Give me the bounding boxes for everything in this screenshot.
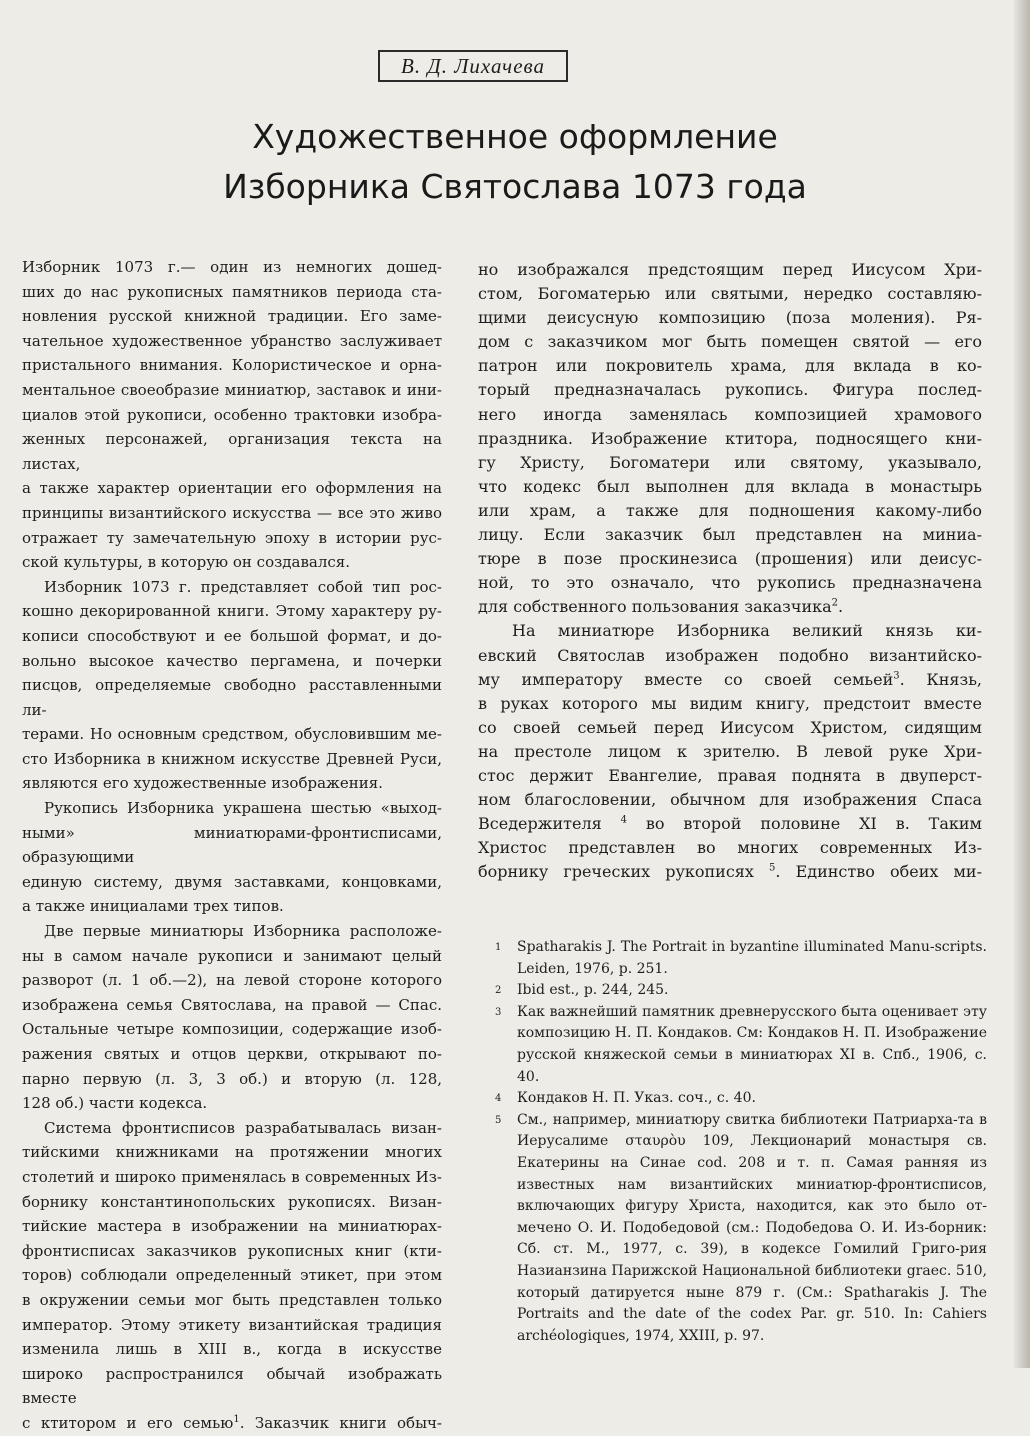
text-line: него иногда заменялась композицией храмового xyxy=(478,404,982,424)
text-line: изменила лишь в XIII в., когда в искусстве xyxy=(22,1340,442,1359)
footnote-text: Ibid est., p. 244, 245. xyxy=(517,982,669,999)
text-fragment: во второй половине XI в. Таким xyxy=(645,814,982,834)
text-fragment: му императору вместе со своей семьей xyxy=(478,669,894,689)
text-line xyxy=(478,668,982,692)
footnote-number: 3 xyxy=(495,1006,502,1018)
left-text-column xyxy=(22,255,442,1436)
footnote-text: Как важнейший памятник древнерусского быта оценивает эту композицию Н. П. Кондаков. См: Кондаков Н. П. Изображение русской княжеской семьи в миниатюрах XI в. Спб., 1906, с. 40. xyxy=(517,1003,987,1085)
text-line: ны в самом начале рукописи и занимают целый xyxy=(22,946,442,965)
text-line: фронтисписах заказчиков рукописных книг (кти- xyxy=(22,1241,442,1260)
text-line: ших до нас рукописных памятников периода ста- xyxy=(22,282,442,301)
text-line: отражает ту замечательную эпоху в истории рус- xyxy=(22,528,442,547)
text-line: праздника. Изображение ктитора, подносящего кни- xyxy=(478,428,982,448)
text-fragment: с ктитором и его семью xyxy=(22,1413,234,1432)
page-edge-shadow xyxy=(1014,0,1030,1368)
footnote-number: 1 xyxy=(495,942,502,953)
footnote-item xyxy=(495,1088,987,1110)
text-line: новления русской книжной традиции. Его заме- xyxy=(22,307,442,326)
text-line: лицу. Если заказчик был представлен на миниа- xyxy=(478,525,982,545)
text-line: ными» миниатюрами-фронтисписами, образующими xyxy=(22,823,442,867)
text-line: единую систему, двумя заставками, концовками, xyxy=(22,872,442,891)
text-line: дом с заказчиком мог быть помещен святой — его xyxy=(478,332,982,352)
footnote-ref[interactable]: 3 xyxy=(893,670,900,682)
text-line: Рукопись Изборника украшена шестью «выход- xyxy=(44,799,442,818)
text-line: евский Святослав изображен подобно византийско- xyxy=(478,645,982,665)
footnote-number: 5 xyxy=(495,1114,502,1126)
text-line: писцов, определяемые свободно расставленными ли- xyxy=(22,676,442,719)
footnote-number: 2 xyxy=(495,985,502,997)
right-text-column xyxy=(478,258,982,884)
text-line: а также инициалами трех типов. xyxy=(22,897,284,916)
title-line-1: Художественное оформление xyxy=(252,117,778,156)
footnote-item xyxy=(495,980,987,1002)
text-line xyxy=(478,812,982,836)
footnote-text: Кондаков Н. П. Указ. соч., с. 40. xyxy=(517,1090,756,1107)
text-line: изображена семья Святослава, на правой — Спас. xyxy=(22,995,442,1014)
text-line: на престоле лицом к зрителю. В левой руке Хри- xyxy=(478,741,982,761)
text-line: но изображался предстоящим перед Иисусом Хри- xyxy=(478,260,982,279)
text-fragment: борнику греческих рукописях xyxy=(478,862,754,882)
text-line: ментальное своеобразие миниатюр, заставок и ини- xyxy=(22,380,442,399)
footnote-item xyxy=(495,1110,987,1348)
text-line: кошно декорированной книги. Этому характеру ру- xyxy=(22,602,442,621)
text-fragment: для собственного пользования заказчика xyxy=(478,597,832,617)
text-line: Изборник 1073 г. представляет собой тип рос- xyxy=(44,577,442,596)
footnotes xyxy=(495,937,987,1347)
text-line: 128 об.) части кодекса. xyxy=(22,1094,208,1113)
text-line xyxy=(478,860,982,884)
text-line: Христос представлен во многих современных Из- xyxy=(478,838,982,858)
text-line: торов) соблюдали определенный этикет, при этом xyxy=(22,1266,442,1285)
text-fragment: . xyxy=(838,597,844,617)
text-fragment: . Единство обеих ми- xyxy=(775,862,983,882)
text-fragment: Вседержителя xyxy=(478,814,602,834)
text-line: чательное художественное убранство заслуживает xyxy=(22,331,442,350)
text-line: тийские мастера в изображении на миниатюрах- xyxy=(22,1217,442,1236)
text-line: щими деисусную композицию (поза моления). Ря- xyxy=(478,308,982,328)
text-line: в окружении семьи мог быть представлен только xyxy=(22,1290,442,1309)
text-line: Система фронтисписов разрабатывалась визан- xyxy=(44,1118,442,1137)
text-line: Две первые миниатюры Изборника расположе- xyxy=(44,922,442,941)
text-line: тийскими книжниками на протяжении многих xyxy=(22,1143,442,1162)
footnote-number: 4 xyxy=(495,1093,502,1105)
text-line: тюре в позе проскинезиса (прошения) или деисус- xyxy=(478,549,982,569)
text-line xyxy=(478,595,982,619)
text-line: император. Этому этикету византийская традиция xyxy=(22,1315,442,1334)
text-line: терами. Но основным средством, обусловившим ме- xyxy=(22,725,442,744)
footnote-ref[interactable]: 1 xyxy=(233,1413,240,1425)
text-line: парно первую (л. 3, 3 об.) и вторую (л. 128, xyxy=(22,1069,442,1088)
footnote-ref[interactable]: 5 xyxy=(769,863,776,875)
text-line: патрон или покровитель храма, для вклада в ко- xyxy=(478,356,982,376)
footnote-ref[interactable]: 4 xyxy=(620,814,627,826)
text-line: стом, Богоматерью или святыми, нередко составляю- xyxy=(478,284,982,304)
text-line: или храм, а также для подношения какому-либо xyxy=(478,500,982,520)
text-line: На миниатюре Изборника великий князь ки- xyxy=(512,621,982,641)
text-line: а также характер ориентации его оформления на xyxy=(22,479,442,498)
text-line: торый предназначалась рукопись. Фигура послед- xyxy=(478,380,982,400)
text-line: со своей семьей перед Иисусом Христом, сидящим xyxy=(478,717,982,737)
text-line: стос держит Евангелие, правая поднята в двуперст- xyxy=(478,765,982,785)
text-line: в руках которого мы видим книгу, предстоит вместе xyxy=(478,693,982,713)
author-name: В. Д. Лихачева xyxy=(378,50,568,82)
text-line: разворот (л. 1 об.—2), на левой стороне которого xyxy=(22,971,442,990)
text-line: широко распространился обычай изображать вместе xyxy=(22,1364,442,1408)
text-line: циалов этой рукописи, особенно трактовки изобра- xyxy=(22,405,442,424)
text-line: столетий и широко применялась в современных Из- xyxy=(22,1167,442,1186)
footnote-ref[interactable]: 2 xyxy=(831,597,839,609)
text-fragment: . Князь, xyxy=(899,669,983,689)
text-line: Изборник 1073 г.— один из немногих дошед- xyxy=(22,258,442,276)
text-line: являются его художественные изображения. xyxy=(22,774,383,793)
text-line xyxy=(22,1411,442,1436)
text-line: гу Христу, Богоматери или святому, указывало, xyxy=(478,452,982,472)
text-line: ном благословении, обычном для изображения Спаса xyxy=(478,790,982,810)
text-line: кописи способствуют и ее большой формат, и до- xyxy=(22,626,442,645)
text-line: борнику константинопольских рукописях. Визан- xyxy=(22,1192,442,1211)
text-line: ской культуры, в которую он создавался. xyxy=(22,553,351,572)
title-line-2: Изборника Святослава 1073 года xyxy=(223,167,807,206)
footnote-item xyxy=(495,937,987,980)
text-line: Остальные четыре композиции, содержащие изоб- xyxy=(22,1020,442,1039)
text-line: сто Изборника в книжном искусстве Древней Руси, xyxy=(22,749,442,768)
footnote-item xyxy=(495,1002,987,1088)
text-line: ражения святых и отцов церкви, открывают по- xyxy=(22,1045,442,1063)
text-line: женных персонажей, организация текста на листах, xyxy=(22,430,442,473)
text-line: принципы византийского искусства — все это живо xyxy=(22,503,442,522)
footnote-text: Spatharakis J. The Portrait in byzantine illuminated Manu-scripts. Leiden, 1976, p. 251. xyxy=(517,939,987,977)
text-line: что кодекс был выполнен для вклада в монастырь xyxy=(478,476,982,496)
text-line: ной, то это означало, что рукопись предназначена xyxy=(478,573,982,593)
text-line: вольно высокое качество пергамена, и почерки xyxy=(22,651,442,670)
text-fragment: . Заказчик книги обыч- xyxy=(239,1413,442,1432)
article-title xyxy=(130,112,900,212)
footnote-text: См., например, миниатюру свитка библиотеки Патриарха-та в Иерусалиме σταυρὸυ 109, Лекционарий монастыря св. Екатерины на Синае cod. 208 и т. п. Самая ранняя из известных нам византийских миниатюр-фронтисписов, включающих фигуру Христа, находится, как это было от-мечено О. И. Подобедовой (см.: Подобедова О. И. Из-борник: Сб. ст. М., 1977, с. 39), в кодексе Гомилий Григо-рия Назианзина Парижской Национальной библиотеки graec. 510, который датируется ныне 879 г. (См.: Spatharakis J. The Portraits and the date of the codex Par. gr. 510. In: Cahiers archéologiques, 1974, XXIII, p. 97. xyxy=(517,1111,987,1344)
text-line: пристального внимания. Колористическое и орна- xyxy=(22,356,442,375)
